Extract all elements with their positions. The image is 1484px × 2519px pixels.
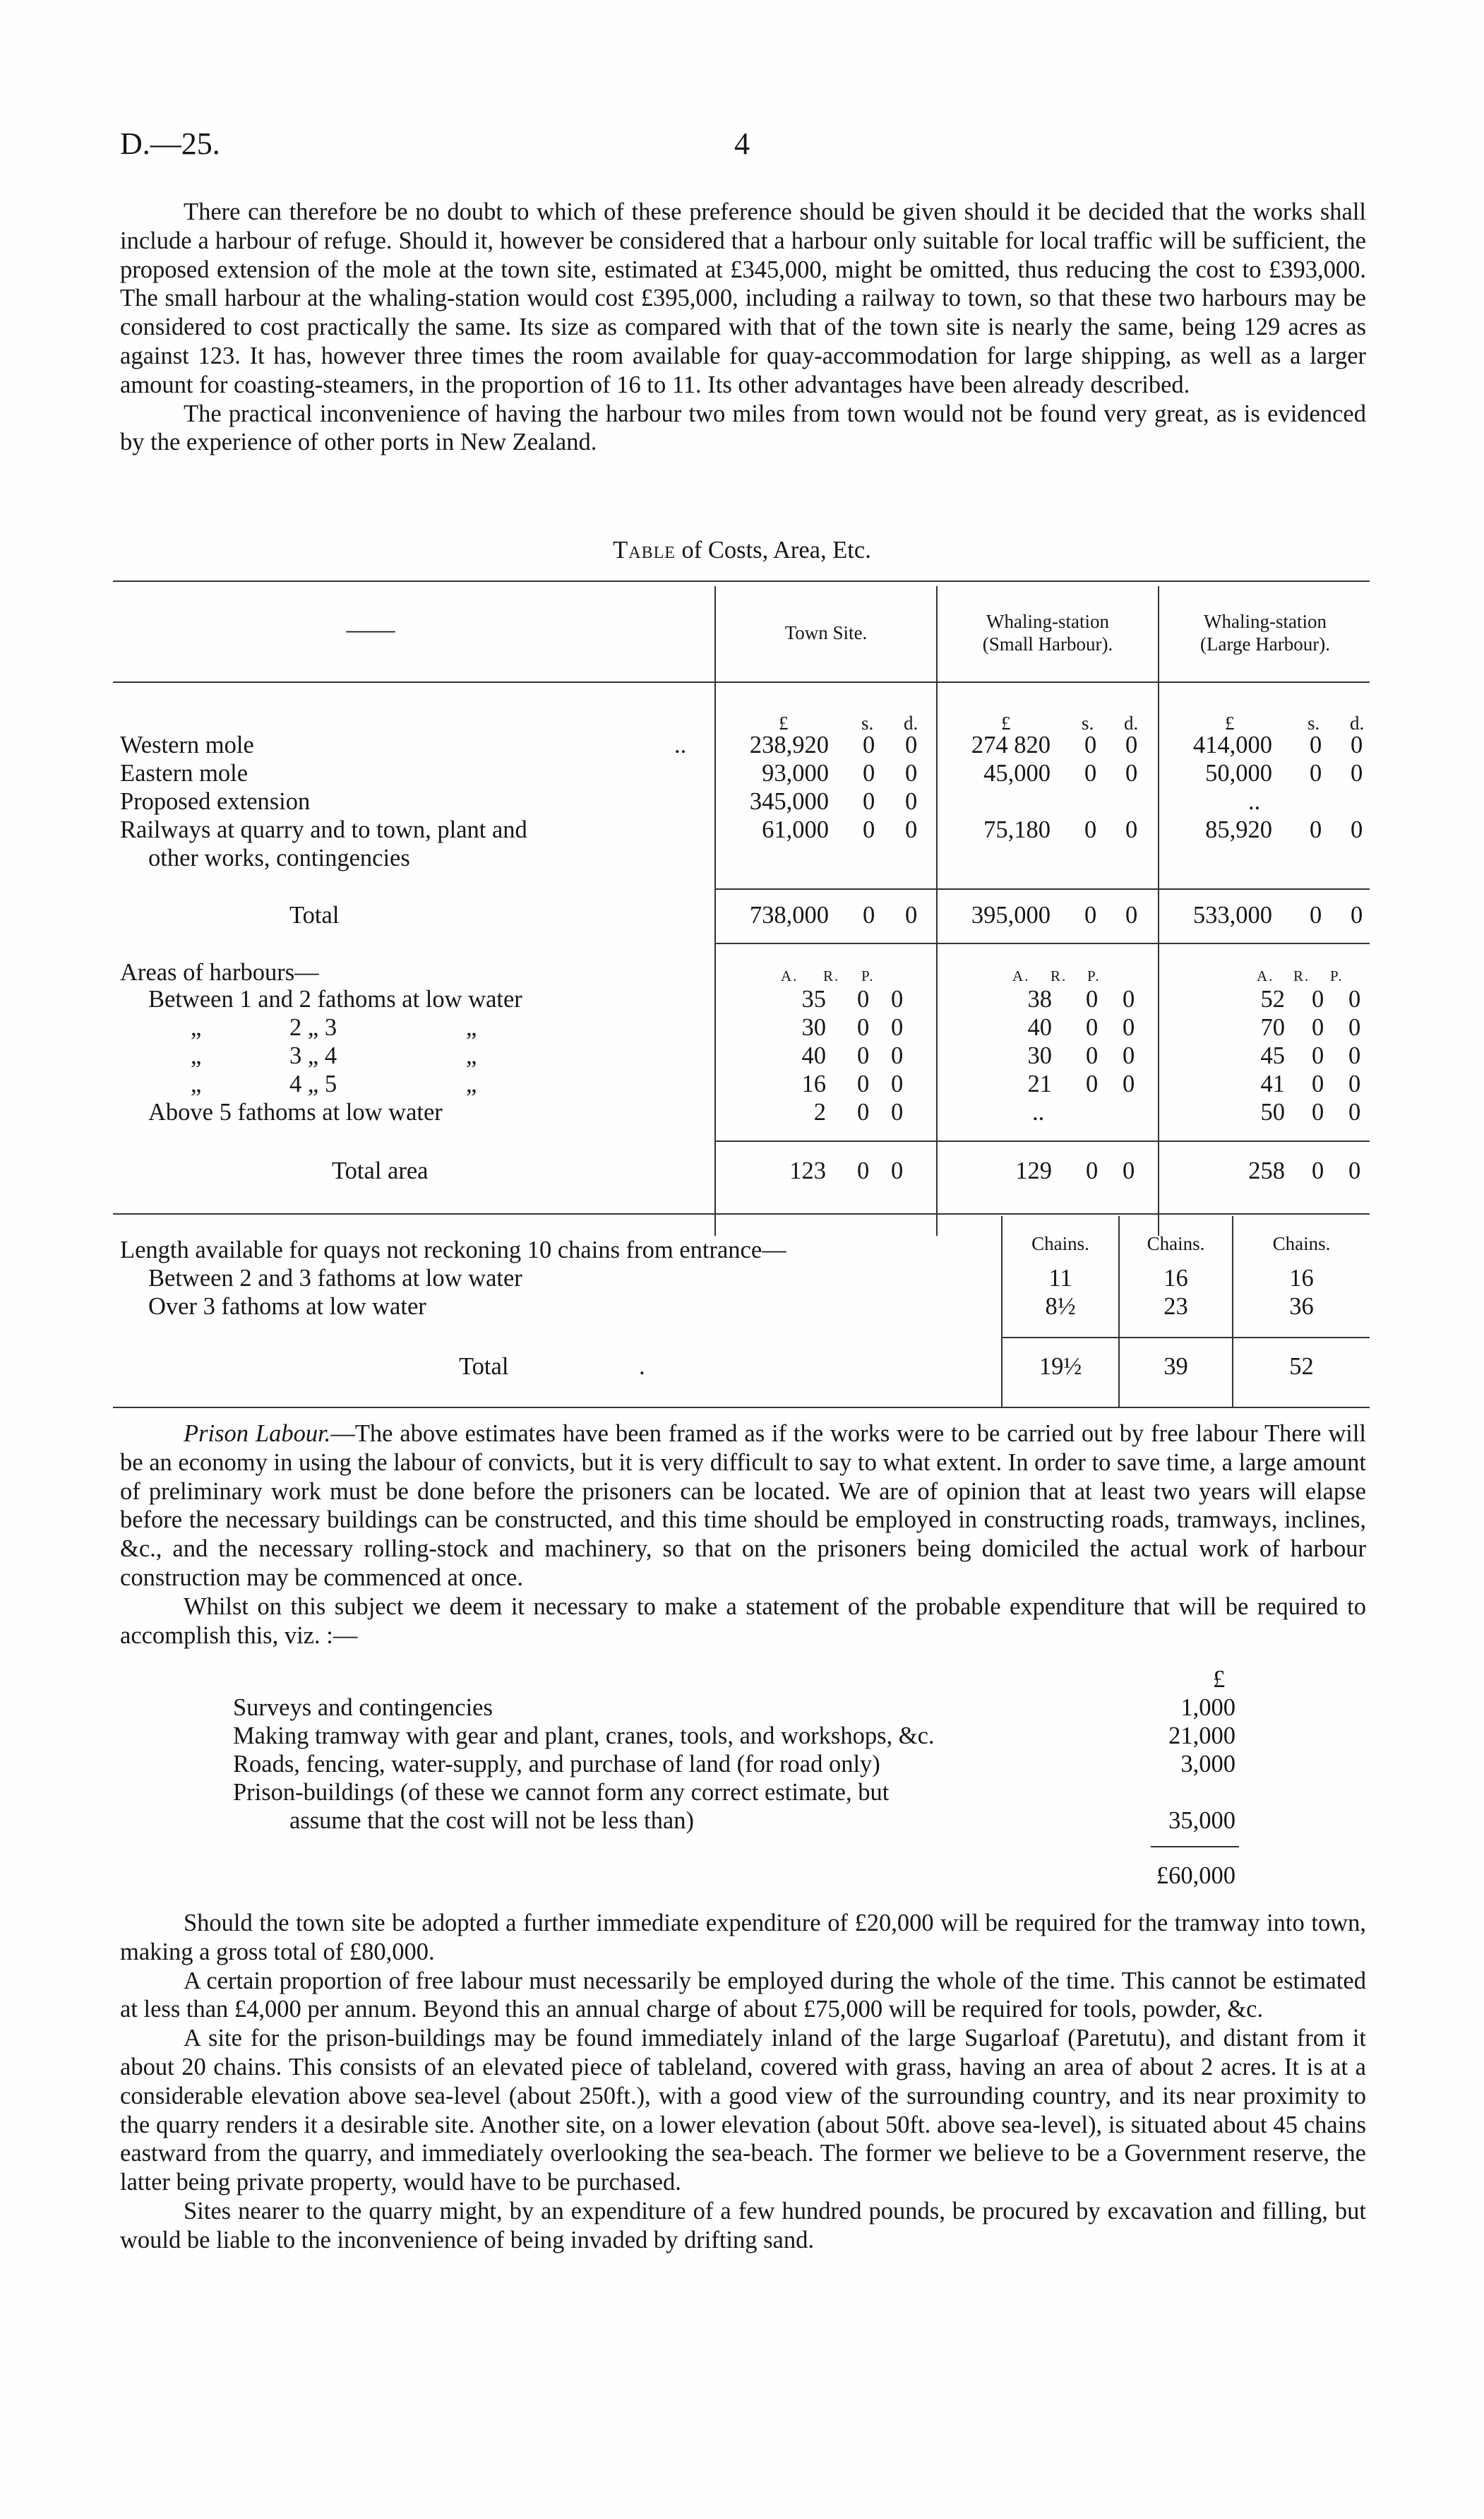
town-railways-pounds: 61,000 (762, 816, 829, 843)
col-header-town: Town Site. (784, 622, 868, 643)
expenditure-item-3-amount: 3,000 (1180, 1751, 1235, 1777)
town-area-2-r: 0 (857, 1014, 870, 1041)
area-row-1-label: Between 1 and 2 fathoms at low water (148, 986, 522, 1013)
large-area-5-r: 0 (1312, 1099, 1324, 1126)
closing-paragraph-3: A site for the prison-buildings may be found immediately inland of the large Sugarloaf (Paretutu), and distant from it about 20 chains. This consists of an elevated piece of tableland, covered with grass, having an area of about 2 acres. It is at a considerable elevation above sea-level (about 250ft.), with a good view of the surrounding country, and its near proximity to the quarry renders it a desirable site. Another site, on a lower elevation (about 50ft. above sea-level), is situated about 45 chains eastward from the quarry, and immediately overlooking the sea-beach. The former we believe to be a Government reserve, the latter being private property, would have to be purchased. (120, 2025, 1366, 2196)
large-area-4-r: 0 (1312, 1071, 1324, 1097)
expenditure-item-1-amount: 1,000 (1180, 1694, 1235, 1721)
quays-unit-town: Chains. (1031, 1233, 1089, 1254)
cost-total-label: Total (289, 902, 340, 929)
unit-pound-small: £ (1001, 713, 1011, 734)
large-area-1-r: 0 (1312, 986, 1324, 1013)
quays-total-dot: . (639, 1353, 645, 1380)
closing-paragraph-1: Should the town site be adopted a further immediate expenditure of £20,000 will be required for the tramway into town, making a gross total of £80,000. (120, 1910, 1366, 1965)
town-total-pounds: 738,000 (749, 902, 829, 929)
large-area-5-p: 0 (1348, 1099, 1361, 1126)
area-heading: Areas of harbours— (120, 959, 319, 986)
town-railways-s: 0 (863, 816, 875, 843)
area-total-rule-top (714, 1141, 1370, 1142)
closing-paragraph-2: A certain proportion of free labour must necessarily be employed during the whole of the time. This cannot be estimated at less than £4,000 per annum. Beyond this an annual charge of about £75,000 will be required for tools, powder, &c. (120, 1967, 1366, 2023)
intro-section (120, 198, 1366, 457)
small-area-2-r: 0 (1086, 1014, 1099, 1041)
area-unit-r-town: R. (823, 967, 840, 984)
quays-small-row-1: 16 (1163, 1265, 1188, 1292)
town-eastern-d: 0 (905, 760, 918, 787)
town-western-pounds: 238,920 (749, 732, 829, 758)
small-total-s: 0 (1084, 902, 1097, 929)
large-eastern-s: 0 (1310, 760, 1322, 787)
large-eastern-pounds: 50,000 (1205, 760, 1272, 787)
town-area-total: 123 (789, 1157, 826, 1184)
unit-pence-small: d. (1124, 713, 1139, 734)
small-railways-pounds: 75,180 (983, 816, 1051, 843)
area-row-4-label: 4 „ 5 (289, 1071, 337, 1097)
town-area-4-p: 0 (891, 1071, 904, 1097)
expenditure-sum-rule (1151, 1846, 1239, 1847)
large-area-3: 45 (1260, 1042, 1285, 1069)
table-caption (0, 537, 1484, 564)
town-area-1: 35 (801, 986, 826, 1013)
small-total-d: 0 (1125, 902, 1138, 929)
area-unit-r-large: R. (1293, 967, 1310, 984)
col-header-small-1: Whaling-station (986, 611, 1109, 632)
small-railways-s: 0 (1084, 816, 1097, 843)
large-area-4-p: 0 (1348, 1071, 1361, 1097)
table-top-rule (113, 580, 1370, 582)
closing-section (120, 1909, 1366, 2255)
small-area-1-r: 0 (1086, 986, 1099, 1013)
quays-row-2-label: Over 3 fathoms at low water (148, 1293, 426, 1320)
unit-shilling-large: s. (1308, 713, 1320, 734)
large-railways-d: 0 (1351, 816, 1363, 843)
unit-pence-town: d. (904, 713, 918, 734)
town-area-1-p: 0 (891, 986, 904, 1013)
town-area-5-r: 0 (857, 1099, 870, 1126)
area-unit-a-large: A. (1257, 967, 1274, 984)
small-area-2: 40 (1027, 1014, 1052, 1041)
prison-paragraph-1 (120, 1419, 1366, 1592)
row-label-railways: Railways at quarry and to town, plant and (120, 816, 527, 843)
table-header-rule (113, 681, 1370, 683)
unit-shilling-town: s. (861, 713, 874, 734)
town-total-s: 0 (863, 902, 875, 929)
page-number: 4 (734, 126, 750, 161)
table-bottom-rule (113, 1407, 1370, 1408)
cost-total-rule-top (714, 888, 1370, 890)
expenditure-item-1-label: Surveys and contingencies (233, 1694, 493, 1721)
unit-pound-large: £ (1225, 713, 1235, 734)
area-ditto-4b: „ (466, 1071, 477, 1097)
prison-heading: Prison Labour. (184, 1420, 331, 1447)
table-corner-dash: —— (346, 617, 395, 643)
town-eastern-pounds: 93,000 (762, 760, 829, 787)
small-area-4: 21 (1027, 1071, 1052, 1097)
area-unit-p-small: P. (1087, 967, 1101, 984)
row-label-railways-cont: other works, contingencies (148, 845, 410, 871)
large-area-5: 50 (1260, 1099, 1285, 1126)
col-header-large-1: Whaling-station (1204, 611, 1327, 632)
small-total-pounds: 395,000 (971, 902, 1051, 929)
prison-paragraph-2: Whilst on this subject we deem it necessary to make a statement of the probable expenditure that will be required to accomplish this, viz. :— (120, 1592, 1366, 1649)
town-area-5: 2 (813, 1099, 826, 1126)
large-extension-pounds: .. (1248, 788, 1261, 815)
small-eastern-pounds: 45,000 (983, 760, 1051, 787)
area-ditto-3a: „ (191, 1042, 202, 1069)
quays-small-total: 39 (1163, 1353, 1188, 1380)
town-western-s: 0 (863, 732, 875, 758)
large-eastern-d: 0 (1351, 760, 1363, 787)
area-row-5-label: Above 5 fathoms at low water (148, 1099, 443, 1126)
quays-total-label: Total (459, 1353, 509, 1380)
large-area-2-r: 0 (1312, 1014, 1324, 1041)
town-total-d: 0 (905, 902, 918, 929)
area-ditto-3b: „ (466, 1042, 477, 1069)
small-area-total-p: 0 (1123, 1157, 1135, 1184)
quays-small-row-2: 23 (1163, 1293, 1188, 1320)
quays-heading: Length available for quays not reckoning 10 chains from entrance— (120, 1237, 786, 1263)
quays-unit-small: Chains. (1147, 1233, 1205, 1254)
large-western-s: 0 (1310, 732, 1322, 758)
expenditure-total: £60,000 (1156, 1862, 1235, 1889)
col-header-large-2: (Large Harbour). (1200, 633, 1330, 655)
large-total-d: 0 (1351, 902, 1363, 929)
large-area-2: 70 (1260, 1014, 1285, 1041)
large-area-4: 41 (1260, 1071, 1285, 1097)
quays-large-total: 52 (1289, 1353, 1314, 1380)
cost-total-rule-bottom (714, 943, 1370, 944)
town-extension-pounds: 345,000 (749, 788, 829, 815)
row-leader-dots: .. (674, 732, 687, 758)
area-ditto-2b: „ (466, 1014, 477, 1041)
large-western-pounds: 414,000 (1192, 732, 1272, 758)
area-row-3-label: 3 „ 4 (289, 1042, 337, 1069)
unit-pound-town: £ (779, 713, 789, 734)
table-caption-text: of Costs, Area, Etc. (675, 537, 871, 564)
small-western-pounds: 274 820 (971, 732, 1051, 758)
quays-top-rule (113, 1213, 1370, 1215)
area-unit-a-small: A. (1012, 967, 1030, 984)
small-area-total: 129 (1015, 1157, 1052, 1184)
small-area-3: 30 (1027, 1042, 1052, 1069)
town-area-1-r: 0 (857, 986, 870, 1013)
large-railways-pounds: 85,920 (1205, 816, 1272, 843)
town-eastern-s: 0 (863, 760, 875, 787)
small-western-s: 0 (1084, 732, 1097, 758)
quays-total-rule (1001, 1337, 1370, 1338)
small-area-4-r: 0 (1086, 1071, 1099, 1097)
town-area-4: 16 (801, 1071, 826, 1097)
large-area-1: 52 (1260, 986, 1285, 1013)
quays-row-1-label: Between 2 and 3 fathoms at low water (148, 1265, 522, 1292)
quays-town-total: 19½ (1039, 1353, 1082, 1380)
intro-paragraph-1: There can therefore be no doubt to which of these preference should be given should it be decided that the works shall include a harbour of refuge. Should it, however be considered that a harbour only suitable for local traffic will be sufficient, the proposed extension of the mole at the town site, estimated at £345,000, might be omitted, thus reducing the cost to £393,000. The small harbour at the whaling-station would cost £395,000, including a railway to town, so that these two harbours may be considered to cost practically the same. Its size as compared with that of the town site is nearly the same, being 129 acres as against 123. It has, however three times the room available for quay-accommodation for large shipping, as well as a larger amount for coasting-steamers, in the proportion of 16 to 11. Its other advantages have been already described. (120, 198, 1366, 398)
quays-unit-large: Chains. (1272, 1233, 1331, 1254)
large-total-pounds: 533,000 (1192, 902, 1272, 929)
large-area-3-p: 0 (1348, 1042, 1361, 1069)
expenditure-unit: £ (1213, 1666, 1226, 1693)
town-area-3-p: 0 (891, 1042, 904, 1069)
expenditure-prison-label-cont: assume that the cost will not be less than) (289, 1807, 694, 1834)
area-row-2-label: 2 „ 3 (289, 1014, 337, 1041)
large-total-s: 0 (1310, 902, 1322, 929)
quays-large-row-2: 36 (1289, 1293, 1314, 1320)
small-area-3-p: 0 (1123, 1042, 1135, 1069)
town-western-d: 0 (905, 732, 918, 758)
col-header-small-2: (Small Harbour). (982, 633, 1113, 655)
small-western-d: 0 (1125, 732, 1138, 758)
area-total-label: Total area (332, 1157, 429, 1184)
unit-pence-large: d. (1350, 713, 1365, 734)
large-area-3-r: 0 (1312, 1042, 1324, 1069)
row-label-eastern-mole: Eastern mole (120, 760, 249, 787)
document-reference: D.—25. (120, 126, 220, 161)
town-area-4-r: 0 (857, 1071, 870, 1097)
area-ditto-4a: „ (191, 1071, 202, 1097)
closing-paragraph-4: Sites nearer to the quarry might, by an expenditure of a few hundred pounds, be procured by excavation and filling, but would be liable to the inconvenience of being invaded by drifting sand. (120, 2197, 1366, 2253)
area-unit-p-large: P. (1330, 967, 1344, 984)
unit-shilling-small: s. (1082, 713, 1094, 734)
area-unit-p-town: P. (861, 967, 875, 984)
expenditure-item-2-label: Making tramway with gear and plant, cranes, tools, and workshops, &c. (233, 1722, 935, 1749)
small-area-total-r: 0 (1086, 1157, 1099, 1184)
small-railways-d: 0 (1125, 816, 1138, 843)
town-area-3-r: 0 (857, 1042, 870, 1069)
small-eastern-d: 0 (1125, 760, 1138, 787)
expenditure-item-3-label: Roads, fencing, water-supply, and purchase of land (for road only) (233, 1751, 880, 1777)
expenditure-prison-label: Prison-buildings (of these we cannot form any correct estimate, but (233, 1779, 890, 1806)
large-area-1-p: 0 (1348, 986, 1361, 1013)
town-area-3: 40 (801, 1042, 826, 1069)
large-railways-s: 0 (1310, 816, 1322, 843)
small-area-5: .. (1032, 1099, 1045, 1126)
town-area-2-p: 0 (891, 1014, 904, 1041)
expenditure-prison-amount: 35,000 (1168, 1807, 1235, 1834)
large-area-total-p: 0 (1348, 1157, 1361, 1184)
table-caption-label: Table (613, 537, 676, 564)
town-extension-d: 0 (905, 788, 918, 815)
large-area-2-p: 0 (1348, 1014, 1361, 1041)
town-area-5-p: 0 (891, 1099, 904, 1126)
small-area-1: 38 (1027, 986, 1052, 1013)
small-area-2-p: 0 (1123, 1014, 1135, 1041)
row-label-western-mole: Western mole (120, 732, 254, 758)
small-area-3-r: 0 (1086, 1042, 1099, 1069)
area-unit-r-small: R. (1051, 967, 1067, 984)
town-railways-d: 0 (905, 816, 918, 843)
expenditure-item-2-amount: 21,000 (1168, 1722, 1235, 1749)
small-area-4-p: 0 (1123, 1071, 1135, 1097)
town-area-total-p: 0 (891, 1157, 904, 1184)
large-western-d: 0 (1351, 732, 1363, 758)
small-area-1-p: 0 (1123, 986, 1135, 1013)
town-area-total-r: 0 (857, 1157, 870, 1184)
quays-large-row-1: 16 (1289, 1265, 1314, 1292)
town-extension-s: 0 (863, 788, 875, 815)
prison-paragraph-1-text: —The above estimates have been framed as if the works were to be carried out by free labour There will be an economy in using the labour of convicts, but it is very difficult to say to what extent. In order to save time, a large amount of preliminary work must be done before the prisoners can be located. We are of opinion that at least two years will elapse before the necessary buildings can be constructed, and this time should be employed in constructing roads, tramways, inclines, &c., and the necessary rolling-stock and machinery, so that on the prisoners being domiciled the actual work of harbour construction may be commenced at once. (120, 1420, 1366, 1591)
area-ditto-2a: „ (191, 1014, 202, 1041)
row-label-proposed-extension: Proposed extension (120, 788, 311, 815)
small-eastern-s: 0 (1084, 760, 1097, 787)
large-area-total: 258 (1248, 1157, 1285, 1184)
intro-paragraph-2: The practical inconvenience of having the harbour two miles from town would not be found very great, as is evidenced by the experience of other ports in New Zealand. (120, 400, 1366, 456)
large-area-total-r: 0 (1312, 1157, 1324, 1184)
town-area-2: 30 (801, 1014, 826, 1041)
prison-section (120, 1419, 1366, 1650)
quays-town-row-1: 11 (1048, 1265, 1072, 1292)
area-unit-a-town: A. (781, 967, 798, 984)
quays-town-row-2: 8½ (1045, 1293, 1076, 1320)
